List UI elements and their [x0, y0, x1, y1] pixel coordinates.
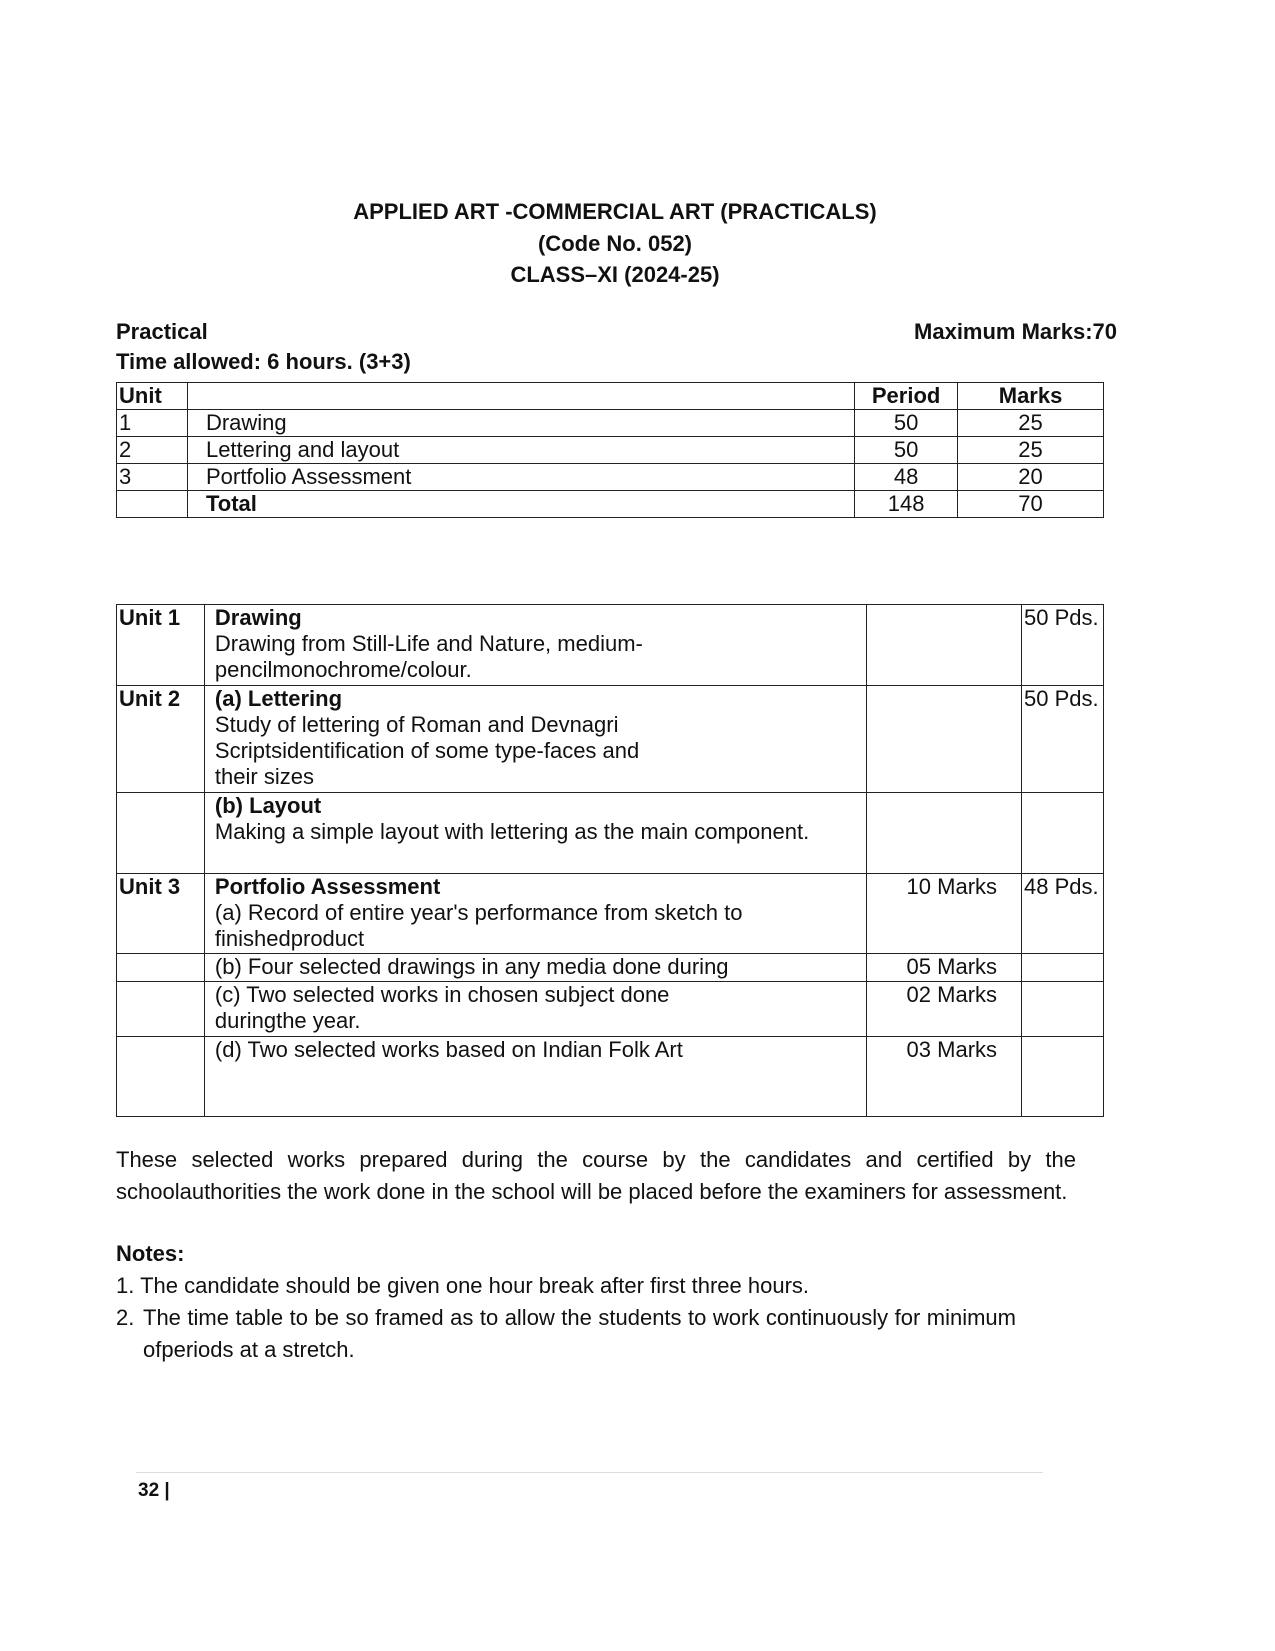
- period-cell: 48: [855, 464, 958, 491]
- unit-cell: [117, 793, 205, 874]
- unit-heading: (a) Lettering: [214, 686, 343, 711]
- content-line: Study of lettering of Roman and Devnagri: [214, 712, 619, 737]
- table-row: [117, 605, 1104, 686]
- name-cell: Portfolio Assessment: [187, 464, 854, 491]
- marks-cell: 03 Marks: [867, 1037, 1022, 1117]
- periods-cell: [1022, 982, 1104, 1037]
- content-cell: (b) Four selected drawings in any media done during: [204, 954, 866, 982]
- content-line: finishedproduct: [214, 926, 365, 951]
- marks-cell: 05 Marks: [867, 954, 1022, 982]
- periods-cell: 50 Pds.: [1022, 686, 1104, 793]
- header-cell: [187, 383, 854, 410]
- marks-cell: [867, 686, 1022, 793]
- unit-cell: Unit 2: [117, 686, 205, 793]
- max-marks: Maximum Marks:70: [914, 319, 1117, 344]
- page-number: 32 |: [138, 1480, 170, 1501]
- course-code: (Code No. 052): [537, 231, 693, 256]
- unit-cell: Unit 3: [117, 874, 205, 954]
- content-line: Drawing from Still-Life and Nature, medium-: [214, 631, 643, 656]
- time-allowed: Time allowed: 6 hours. (3+3): [116, 349, 411, 374]
- marks-cell: 70: [958, 491, 1104, 518]
- name-cell: Drawing: [187, 410, 854, 437]
- marks-cell: 20: [958, 464, 1104, 491]
- periods-cell: [1022, 1037, 1104, 1117]
- marks-cell: [867, 605, 1022, 686]
- content-cell: [204, 793, 866, 874]
- marks-cell: 10 Marks: [867, 874, 1022, 954]
- periods-cell: [1022, 954, 1104, 982]
- body-paragraph: These selected works prepared during the course by the candidates and certified by the schoolauthorities the work done in the school will be placed before the examiners for assessment.: [116, 1147, 1076, 1204]
- practical-label: Practical: [116, 319, 208, 344]
- table-row: [117, 982, 1104, 1037]
- footer-divider: [136, 1472, 1043, 1473]
- table-row: [117, 874, 1104, 954]
- content-line: Scriptsidentification of some type-faces and: [214, 738, 640, 763]
- content-line: duringthe year.: [214, 1008, 361, 1033]
- note-item: 1. The candidate should be given one hour break after first three hours.: [116, 1273, 810, 1298]
- notes-heading: Notes:: [116, 1241, 185, 1266]
- periods-cell: 48 Pds.: [1022, 874, 1104, 954]
- table-row: [117, 410, 1104, 437]
- summary-table: [116, 382, 1104, 518]
- name-cell: Lettering and layout: [187, 437, 854, 464]
- table-total-row: [117, 491, 1104, 518]
- header-cell: Marks: [958, 383, 1104, 410]
- unit-heading: (b) Layout: [214, 793, 322, 818]
- unit-cell: 2: [117, 437, 188, 464]
- content-cell: [204, 605, 866, 686]
- note-number: 2.: [116, 1305, 135, 1330]
- marks-cell: [867, 793, 1022, 874]
- name-cell: Total: [187, 491, 854, 518]
- table-row: [117, 1037, 1104, 1117]
- header-cell: Unit: [117, 383, 188, 410]
- content-line: pencilmonochrome/colour.: [214, 657, 472, 682]
- table-row: [117, 793, 1104, 874]
- note-item: The time table to be so framed as to allow the students to work continuously for minimum ofperiods at a stretch.: [143, 1305, 1016, 1362]
- marks-cell: 25: [958, 410, 1104, 437]
- content-line: (a) Record of entire year's performance from sketch to: [214, 900, 743, 925]
- header-cell: Period: [855, 383, 958, 410]
- unit-cell: 3: [117, 464, 188, 491]
- marks-cell: 25: [958, 437, 1104, 464]
- table-row: [117, 437, 1104, 464]
- periods-cell: 50 Pds.: [1022, 605, 1104, 686]
- unit-heading: Portfolio Assessment: [214, 874, 441, 899]
- unit-cell: [117, 982, 205, 1037]
- table-row: [117, 954, 1104, 982]
- content-cell: [204, 982, 866, 1037]
- unit-cell: [117, 954, 205, 982]
- unit-cell: 1: [117, 410, 188, 437]
- content-line: their sizes: [214, 764, 314, 789]
- document-title: APPLIED ART -COMMERCIAL ART (PRACTICALS): [353, 199, 877, 224]
- periods-cell: [1022, 793, 1104, 874]
- table-header-row: [117, 383, 1104, 410]
- class-label: CLASS–XI (2024-25): [510, 262, 720, 287]
- period-cell: 50: [855, 410, 958, 437]
- period-cell: 50: [855, 437, 958, 464]
- unit-cell: Unit 1: [117, 605, 205, 686]
- table-row: [117, 686, 1104, 793]
- period-cell: 148: [855, 491, 958, 518]
- content-cell: [204, 874, 866, 954]
- marks-cell: 02 Marks: [867, 982, 1022, 1037]
- content-cell: (d) Two selected works based on Indian Folk Art: [204, 1037, 866, 1117]
- unit-heading: Drawing: [214, 605, 302, 630]
- table-row: [117, 464, 1104, 491]
- content-cell: [204, 686, 866, 793]
- content-line: (c) Two selected works in chosen subject done: [214, 982, 670, 1007]
- unit-cell: [117, 491, 188, 518]
- unit-cell: [117, 1037, 205, 1117]
- detail-table: [116, 604, 1104, 1117]
- content-line: Making a simple layout with lettering as the main component.: [214, 819, 810, 844]
